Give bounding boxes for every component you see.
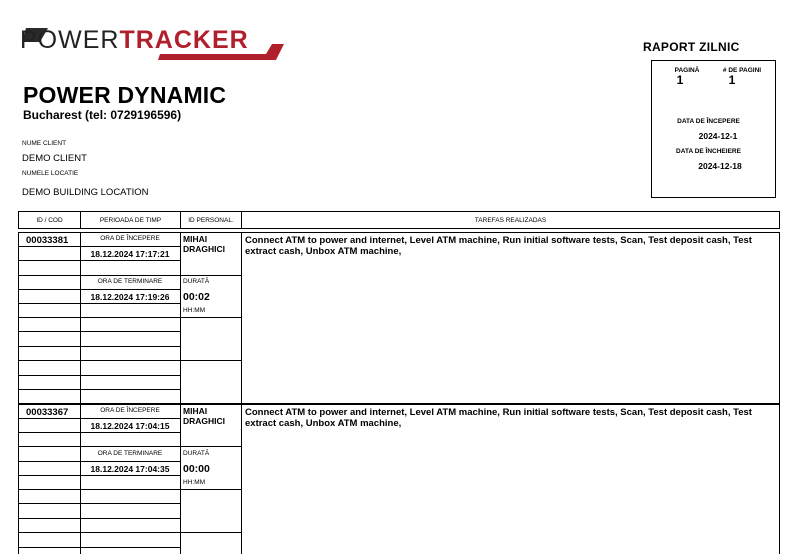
location-label: NUMELE LOCATIE (22, 170, 79, 177)
tasks-text: Connect ATM to power and internet, Level ATM machine, Run initial software tests, Scan, Test deposit cash, Test extract cash, Unbox ATM machine, (245, 235, 752, 257)
duration-label: DURATĂ (183, 450, 210, 457)
pages-value: 1 (728, 73, 736, 87)
start-date-label: DATA DE ÎNCEPERE (677, 118, 740, 125)
person-first-name: MIHAI (183, 406, 208, 416)
duration-label: DURATĂ (183, 278, 210, 285)
header-person: ID PERSONAL. (180, 211, 242, 229)
table-row (18, 404, 780, 554)
row-id: 00033367 (26, 407, 69, 418)
start-time-label: ORA DE ÎNCEPERE (100, 235, 160, 242)
power-tracker-logo (18, 16, 288, 64)
end-time-label: ORA DE TERMINARE (97, 450, 163, 457)
start-time-value: 18.12.2024 17:17:21 (90, 249, 170, 259)
table-row (18, 232, 780, 404)
person-first-name: MIHAI (183, 234, 208, 244)
company-address: Bucharest (tel: 0729196596) (23, 108, 182, 122)
end-time-value: 18.12.2024 17:04:35 (90, 464, 170, 474)
pages-label: # DE PAGINI (722, 67, 762, 74)
client-name-value: DEMO CLIENT (22, 153, 87, 164)
duration-unit: HH:MM (183, 307, 206, 314)
header-tasks: TAREFAS REALIZADAS (241, 211, 780, 229)
header-id: ID / COD (18, 211, 81, 229)
end-time-value: 18.12.2024 17:19:26 (90, 292, 170, 302)
row-id: 00033381 (26, 235, 69, 246)
person-last-name: DRAGHICI (183, 416, 226, 426)
end-date-value: 2024-12-18 (698, 161, 742, 171)
start-time-label: ORA DE ÎNCEPERE (100, 407, 160, 414)
duration-value: 00:02 (183, 291, 210, 303)
report-title: RAPORT ZILNIC (643, 40, 740, 54)
end-time-label: ORA DE TERMINARE (97, 278, 163, 285)
duration-unit: HH:MM (183, 479, 206, 486)
location-value: DEMO BUILDING LOCATION (22, 187, 149, 198)
duration-value: 00:00 (183, 463, 210, 475)
client-name-label: NUME CLIENT (22, 140, 67, 147)
person-last-name: DRAGHICI (183, 244, 226, 254)
page-value: 1 (676, 73, 684, 87)
header-period: PERIOADA DE TIMP (80, 211, 181, 229)
logo-text-tracker: TRACKER (119, 26, 249, 54)
tasks-text: Connect ATM to power and internet, Level ATM machine, Run initial software tests, Scan, Test deposit cash, Test extract cash, Unbox ATM machine, (245, 407, 752, 429)
start-time-value: 18.12.2024 17:04:15 (90, 421, 170, 431)
page-label: PAGINĂ (674, 67, 700, 74)
person-name (183, 406, 225, 426)
company-name: POWER DYNAMIC (23, 82, 227, 108)
report-info-box (651, 60, 776, 198)
person-name (183, 234, 225, 254)
end-date-label: DATA DE ÎNCHEIERE (676, 148, 741, 155)
start-date-value: 2024-12-1 (698, 131, 738, 141)
logo-text-power: POWER (20, 26, 120, 54)
